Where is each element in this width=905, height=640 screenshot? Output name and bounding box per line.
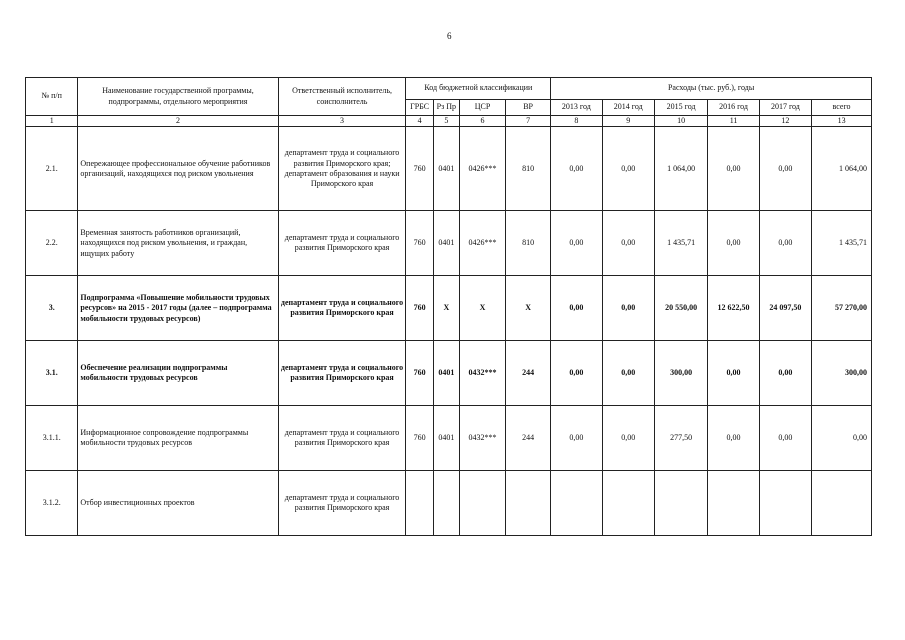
row-2015: 300,00 — [654, 341, 707, 406]
column-number-row — [26, 116, 872, 127]
row-name: Информационное сопровождение подпрограммы мобильности трудовых ресурсов — [78, 406, 278, 471]
row-csr: 0432*** — [459, 406, 505, 471]
header-2014: 2014 год — [602, 100, 654, 116]
row-2015: 1 064,00 — [654, 127, 707, 211]
row-2016: 12 622,50 — [708, 276, 759, 341]
row-2016 — [708, 471, 759, 536]
row-2017: 0,00 — [759, 406, 811, 471]
row-grbs: 760 — [406, 127, 433, 211]
header-num: № п/п — [26, 78, 78, 116]
budget-table — [25, 77, 872, 536]
row-2017: 24 097,50 — [759, 276, 811, 341]
row-name: Отбор инвестиционных проектов — [78, 471, 278, 536]
row-vr: X — [506, 276, 551, 341]
row-csr: 0432*** — [459, 341, 505, 406]
row-2017: 0,00 — [759, 127, 811, 211]
row-2013: 0,00 — [551, 276, 602, 341]
row-rzpr: 0401 — [433, 127, 459, 211]
row-2013: 0,00 — [551, 127, 602, 211]
row-2015: 20 550,00 — [654, 276, 707, 341]
row-grbs: 760 — [406, 341, 433, 406]
row-2013: 0,00 — [551, 211, 602, 276]
row-vr: 244 — [506, 406, 551, 471]
column-number: 2 — [78, 116, 278, 127]
header-vr: ВР — [506, 100, 551, 116]
row-executor: департамент труда и социального развития Приморского края; департамент образования и науки Приморского края — [278, 127, 406, 211]
row-2013: 0,00 — [551, 341, 602, 406]
column-number: 12 — [759, 116, 811, 127]
row-name: Подпрограмма «Повышение мобильности трудовых ресурсов» на 2015 - 2017 годы (далее – подпрограмма мобильности трудовых ресурсов) — [78, 276, 278, 341]
row-name: Опережающее профессиональное обучение работников организаций, находящихся под риском увольнения — [78, 127, 278, 211]
row-total: 57 270,00 — [812, 276, 872, 341]
row-2014: 0,00 — [602, 211, 654, 276]
row-csr — [459, 471, 505, 536]
column-number: 5 — [433, 116, 459, 127]
header-budget-code: Код бюджетной классификации — [406, 78, 551, 100]
header-csr: ЦСР — [459, 100, 505, 116]
row-2015 — [654, 471, 707, 536]
column-number: 8 — [551, 116, 602, 127]
row-rzpr: 0401 — [433, 341, 459, 406]
table-row — [26, 341, 872, 406]
row-vr: 810 — [506, 127, 551, 211]
column-number: 10 — [654, 116, 707, 127]
row-total: 1 435,71 — [812, 211, 872, 276]
table-row — [26, 406, 872, 471]
header-expenses: Расходы (тыс. руб.), годы — [551, 78, 872, 100]
row-2014: 0,00 — [602, 406, 654, 471]
table-row-subprogram — [26, 276, 872, 341]
row-num: 2.1. — [26, 127, 78, 211]
column-number: 1 — [26, 116, 78, 127]
column-number: 11 — [708, 116, 759, 127]
table-row — [26, 471, 872, 536]
row-2016: 0,00 — [708, 341, 759, 406]
header-2016: 2016 год — [708, 100, 759, 116]
row-csr: 0426*** — [459, 211, 505, 276]
row-grbs — [406, 471, 433, 536]
header-2013: 2013 год — [551, 100, 602, 116]
column-number: 13 — [812, 116, 872, 127]
table-row — [26, 211, 872, 276]
row-rzpr: X — [433, 276, 459, 341]
row-csr: 0426*** — [459, 127, 505, 211]
header-rzpr: Рз Пр — [433, 100, 459, 116]
row-total — [812, 471, 872, 536]
row-executor: департамент труда и социального развития Приморского края — [278, 276, 406, 341]
row-vr: 810 — [506, 211, 551, 276]
row-2015: 277,50 — [654, 406, 707, 471]
row-vr: 244 — [506, 341, 551, 406]
column-number: 4 — [406, 116, 433, 127]
row-num: 2.2. — [26, 211, 78, 276]
header-total: всего — [812, 100, 872, 116]
row-grbs: 760 — [406, 406, 433, 471]
column-number: 6 — [459, 116, 505, 127]
header-executor: Ответственный исполнитель, соисполнитель — [278, 78, 406, 116]
row-2016: 0,00 — [708, 127, 759, 211]
row-grbs: 760 — [406, 276, 433, 341]
row-total: 0,00 — [812, 406, 872, 471]
row-2016: 0,00 — [708, 211, 759, 276]
row-rzpr: 0401 — [433, 406, 459, 471]
row-grbs: 760 — [406, 211, 433, 276]
row-2017: 0,00 — [759, 211, 811, 276]
row-num: 3.1. — [26, 341, 78, 406]
row-num: 3. — [26, 276, 78, 341]
header-grbs: ГРБС — [406, 100, 433, 116]
row-total: 1 064,00 — [812, 127, 872, 211]
row-executor: департамент труда и социального развития Приморского края — [278, 406, 406, 471]
row-2016: 0,00 — [708, 406, 759, 471]
row-2014: 0,00 — [602, 127, 654, 211]
row-num: 3.1.1. — [26, 406, 78, 471]
header-name: Наименование государственной программы, подпрограммы, отдельного мероприятия — [78, 78, 278, 116]
row-rzpr: 0401 — [433, 211, 459, 276]
row-total: 300,00 — [812, 341, 872, 406]
page-number: 6 — [447, 31, 452, 41]
column-number: 7 — [506, 116, 551, 127]
row-2014: 0,00 — [602, 341, 654, 406]
column-number: 9 — [602, 116, 654, 127]
row-2013 — [551, 471, 602, 536]
row-name: Временная занятость работников организаций, находящихся под риском увольнения, и граждан, ищущих работу — [78, 211, 278, 276]
row-2015: 1 435,71 — [654, 211, 707, 276]
row-2014 — [602, 471, 654, 536]
row-executor: департамент труда и социального развития Приморского края — [278, 471, 406, 536]
column-number: 3 — [278, 116, 406, 127]
row-name: Обеспечение реализации подпрограммы мобильности трудовых ресурсов — [78, 341, 278, 406]
header-2017: 2017 год — [759, 100, 811, 116]
row-2017 — [759, 471, 811, 536]
row-2017: 0,00 — [759, 341, 811, 406]
row-executor: департамент труда и социального развития Приморского края — [278, 341, 406, 406]
row-vr — [506, 471, 551, 536]
row-2014: 0,00 — [602, 276, 654, 341]
header-2015: 2015 год — [654, 100, 707, 116]
row-2013: 0,00 — [551, 406, 602, 471]
table-row — [26, 127, 872, 211]
row-num: 3.1.2. — [26, 471, 78, 536]
row-executor: департамент труда и социального развития Приморского края — [278, 211, 406, 276]
row-csr: X — [459, 276, 505, 341]
row-rzpr — [433, 471, 459, 536]
